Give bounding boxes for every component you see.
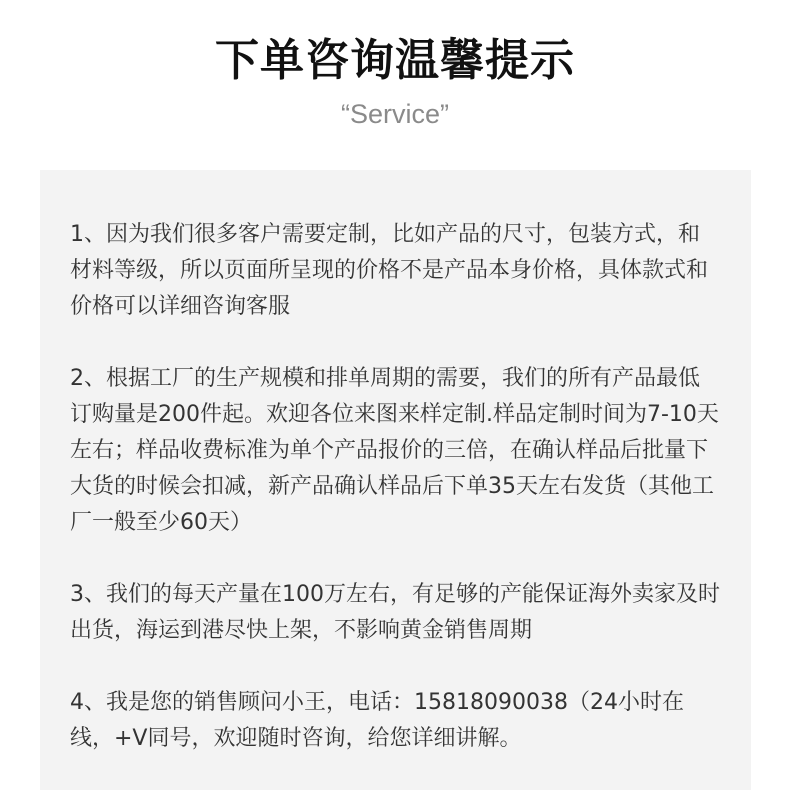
notice-paragraph-order-quantity: 2、根据工厂的生产规模和排单周期的需要，我们的所有产品最低订购量是200件起。欢迎各位来图来样定制.样品定制时间为7-10天左右；样品收费标准为单个产品报价的三倍，在确认样品后批量下大货的时候会扣减，新产品确认样品后下单35天左右发货（其他工厂一般至少60天） xyxy=(70,366,719,535)
page-subtitle: “Service” xyxy=(340,99,449,129)
notice-paragraph-production-capacity: 3、我们的每天产量在100万左右，有足够的产能保证海外卖家及时出货，海运到港尽快上架，不影响黄金销售周期 xyxy=(70,582,720,643)
notice-panel xyxy=(40,170,751,790)
notice-paragraph-customization: 1、因为我们很多客户需要定制，比如产品的尺寸，包装方式，和材料等级，所以页面所呈现的价格不是产品本身价格，具体款式和价格可以详细咨询客服 xyxy=(70,222,709,319)
notice-paragraph-contact: 4、我是您的销售顾问小王，电话：15818090038（24小时在线，+V同号，欢迎随时咨询，给您详细讲解。 xyxy=(70,690,684,751)
page-title: 下单咨询温馨提示 xyxy=(215,35,575,86)
